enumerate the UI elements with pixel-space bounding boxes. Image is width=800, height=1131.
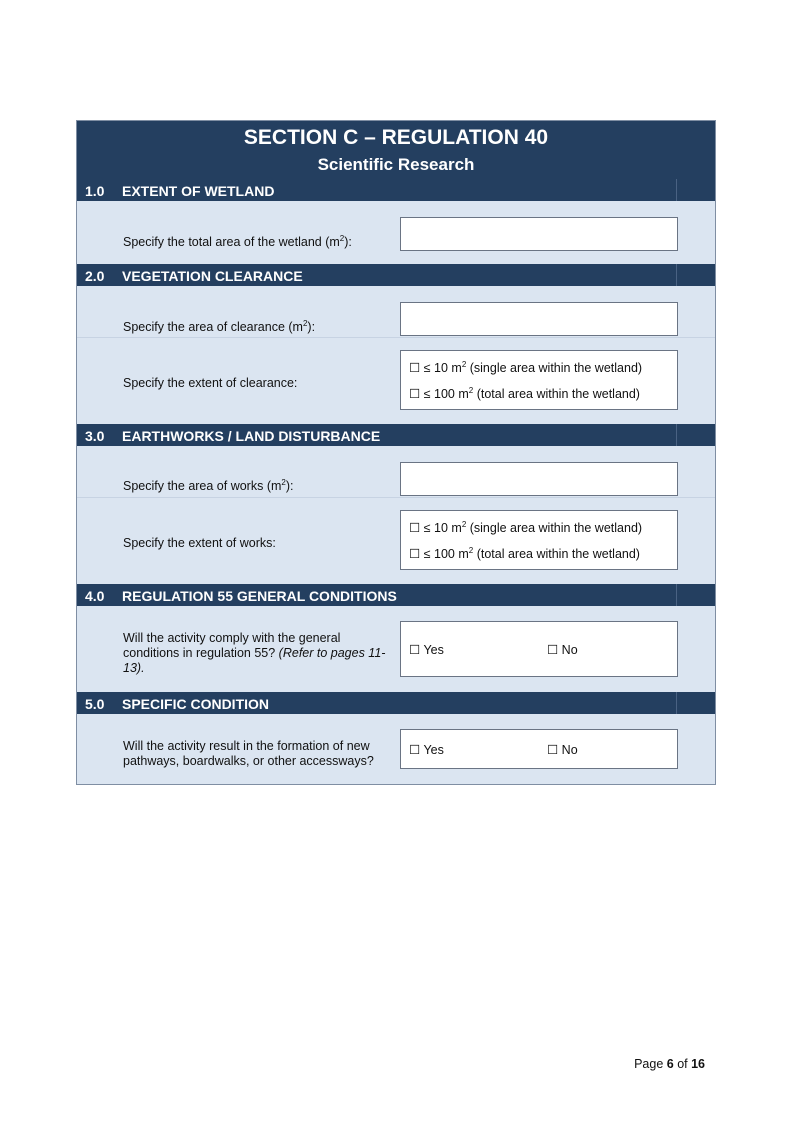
works-option-100[interactable]: ☐ ≤ 100 $m^2$ (total area within the wetland) bbox=[409, 546, 640, 562]
clearance-area-input[interactable] bbox=[400, 302, 678, 336]
clearance-extent-label: Specify the extent of clearance: bbox=[123, 376, 298, 390]
clearance-option-100[interactable]: ☐ ≤ 100 $m^2$ (total area within the wetland) bbox=[409, 386, 640, 402]
section-number: 3.0 bbox=[85, 428, 105, 444]
specific-condition-no[interactable]: ☐ No bbox=[547, 743, 578, 757]
works-option-10[interactable]: ☐ ≤ 10 $m^2$ (single area within the wetland) bbox=[409, 520, 643, 536]
clearance-option-10[interactable]: ☐ ≤ 10 $m^2$ (single area within the wetland) bbox=[409, 360, 643, 376]
works-extent-options bbox=[400, 510, 678, 570]
section-header-2 bbox=[77, 264, 715, 286]
works-area-label: Specify the area of works $(m^2)$: bbox=[123, 478, 294, 494]
section-title: VEGETATION CLEARANCE bbox=[122, 268, 303, 284]
general-conditions-yes[interactable]: ☐ Yes bbox=[409, 643, 444, 657]
wetland-area-input[interactable] bbox=[400, 217, 678, 251]
specific-condition-question: Will the activity result in the formation of new pathways, boardwalks, or other accessways? bbox=[123, 739, 374, 768]
specific-condition-options bbox=[400, 729, 678, 769]
general-conditions-question: Will the activity comply with the general conditions in regulation 55? (Refer to pages 11-13). bbox=[123, 631, 386, 675]
section-number: 2.0 bbox=[85, 268, 105, 284]
works-extent-label: Specify the extent of works: bbox=[123, 536, 276, 550]
general-conditions-no[interactable]: ☐ No bbox=[547, 643, 578, 657]
works-area-input[interactable] bbox=[400, 462, 678, 496]
section-header-5 bbox=[77, 692, 715, 714]
general-conditions-options bbox=[400, 621, 678, 677]
section-header-1 bbox=[77, 179, 715, 201]
wetland-area-label: Specify the total area of the wetland $(m^2)$: bbox=[123, 234, 352, 250]
section-number: 4.0 bbox=[85, 588, 105, 604]
section-title: EXTENT OF WETLAND bbox=[122, 183, 275, 199]
section-title: REGULATION 55 GENERAL CONDITIONS bbox=[122, 588, 397, 604]
section-number: 5.0 bbox=[85, 696, 105, 712]
section-header-3 bbox=[77, 424, 715, 446]
form-title-block bbox=[77, 121, 715, 179]
section-number: 1.0 bbox=[85, 183, 105, 199]
form-subtitle: Scientific Research bbox=[317, 155, 475, 174]
section-title: EARTHWORKS / LAND DISTURBANCE bbox=[122, 428, 381, 444]
section-title: SPECIFIC CONDITION bbox=[122, 696, 270, 712]
clearance-extent-options bbox=[400, 350, 678, 410]
section-header-4 bbox=[77, 584, 715, 606]
specific-condition-yes[interactable]: ☐ Yes bbox=[409, 743, 444, 757]
form-table bbox=[76, 120, 716, 785]
clearance-area-label: Specify the area of clearance $(m^2)$: bbox=[123, 319, 316, 335]
page-number: Page 6 of 16 bbox=[634, 1057, 705, 1071]
form-title: SECTION C – REGULATION 40 bbox=[243, 126, 549, 149]
